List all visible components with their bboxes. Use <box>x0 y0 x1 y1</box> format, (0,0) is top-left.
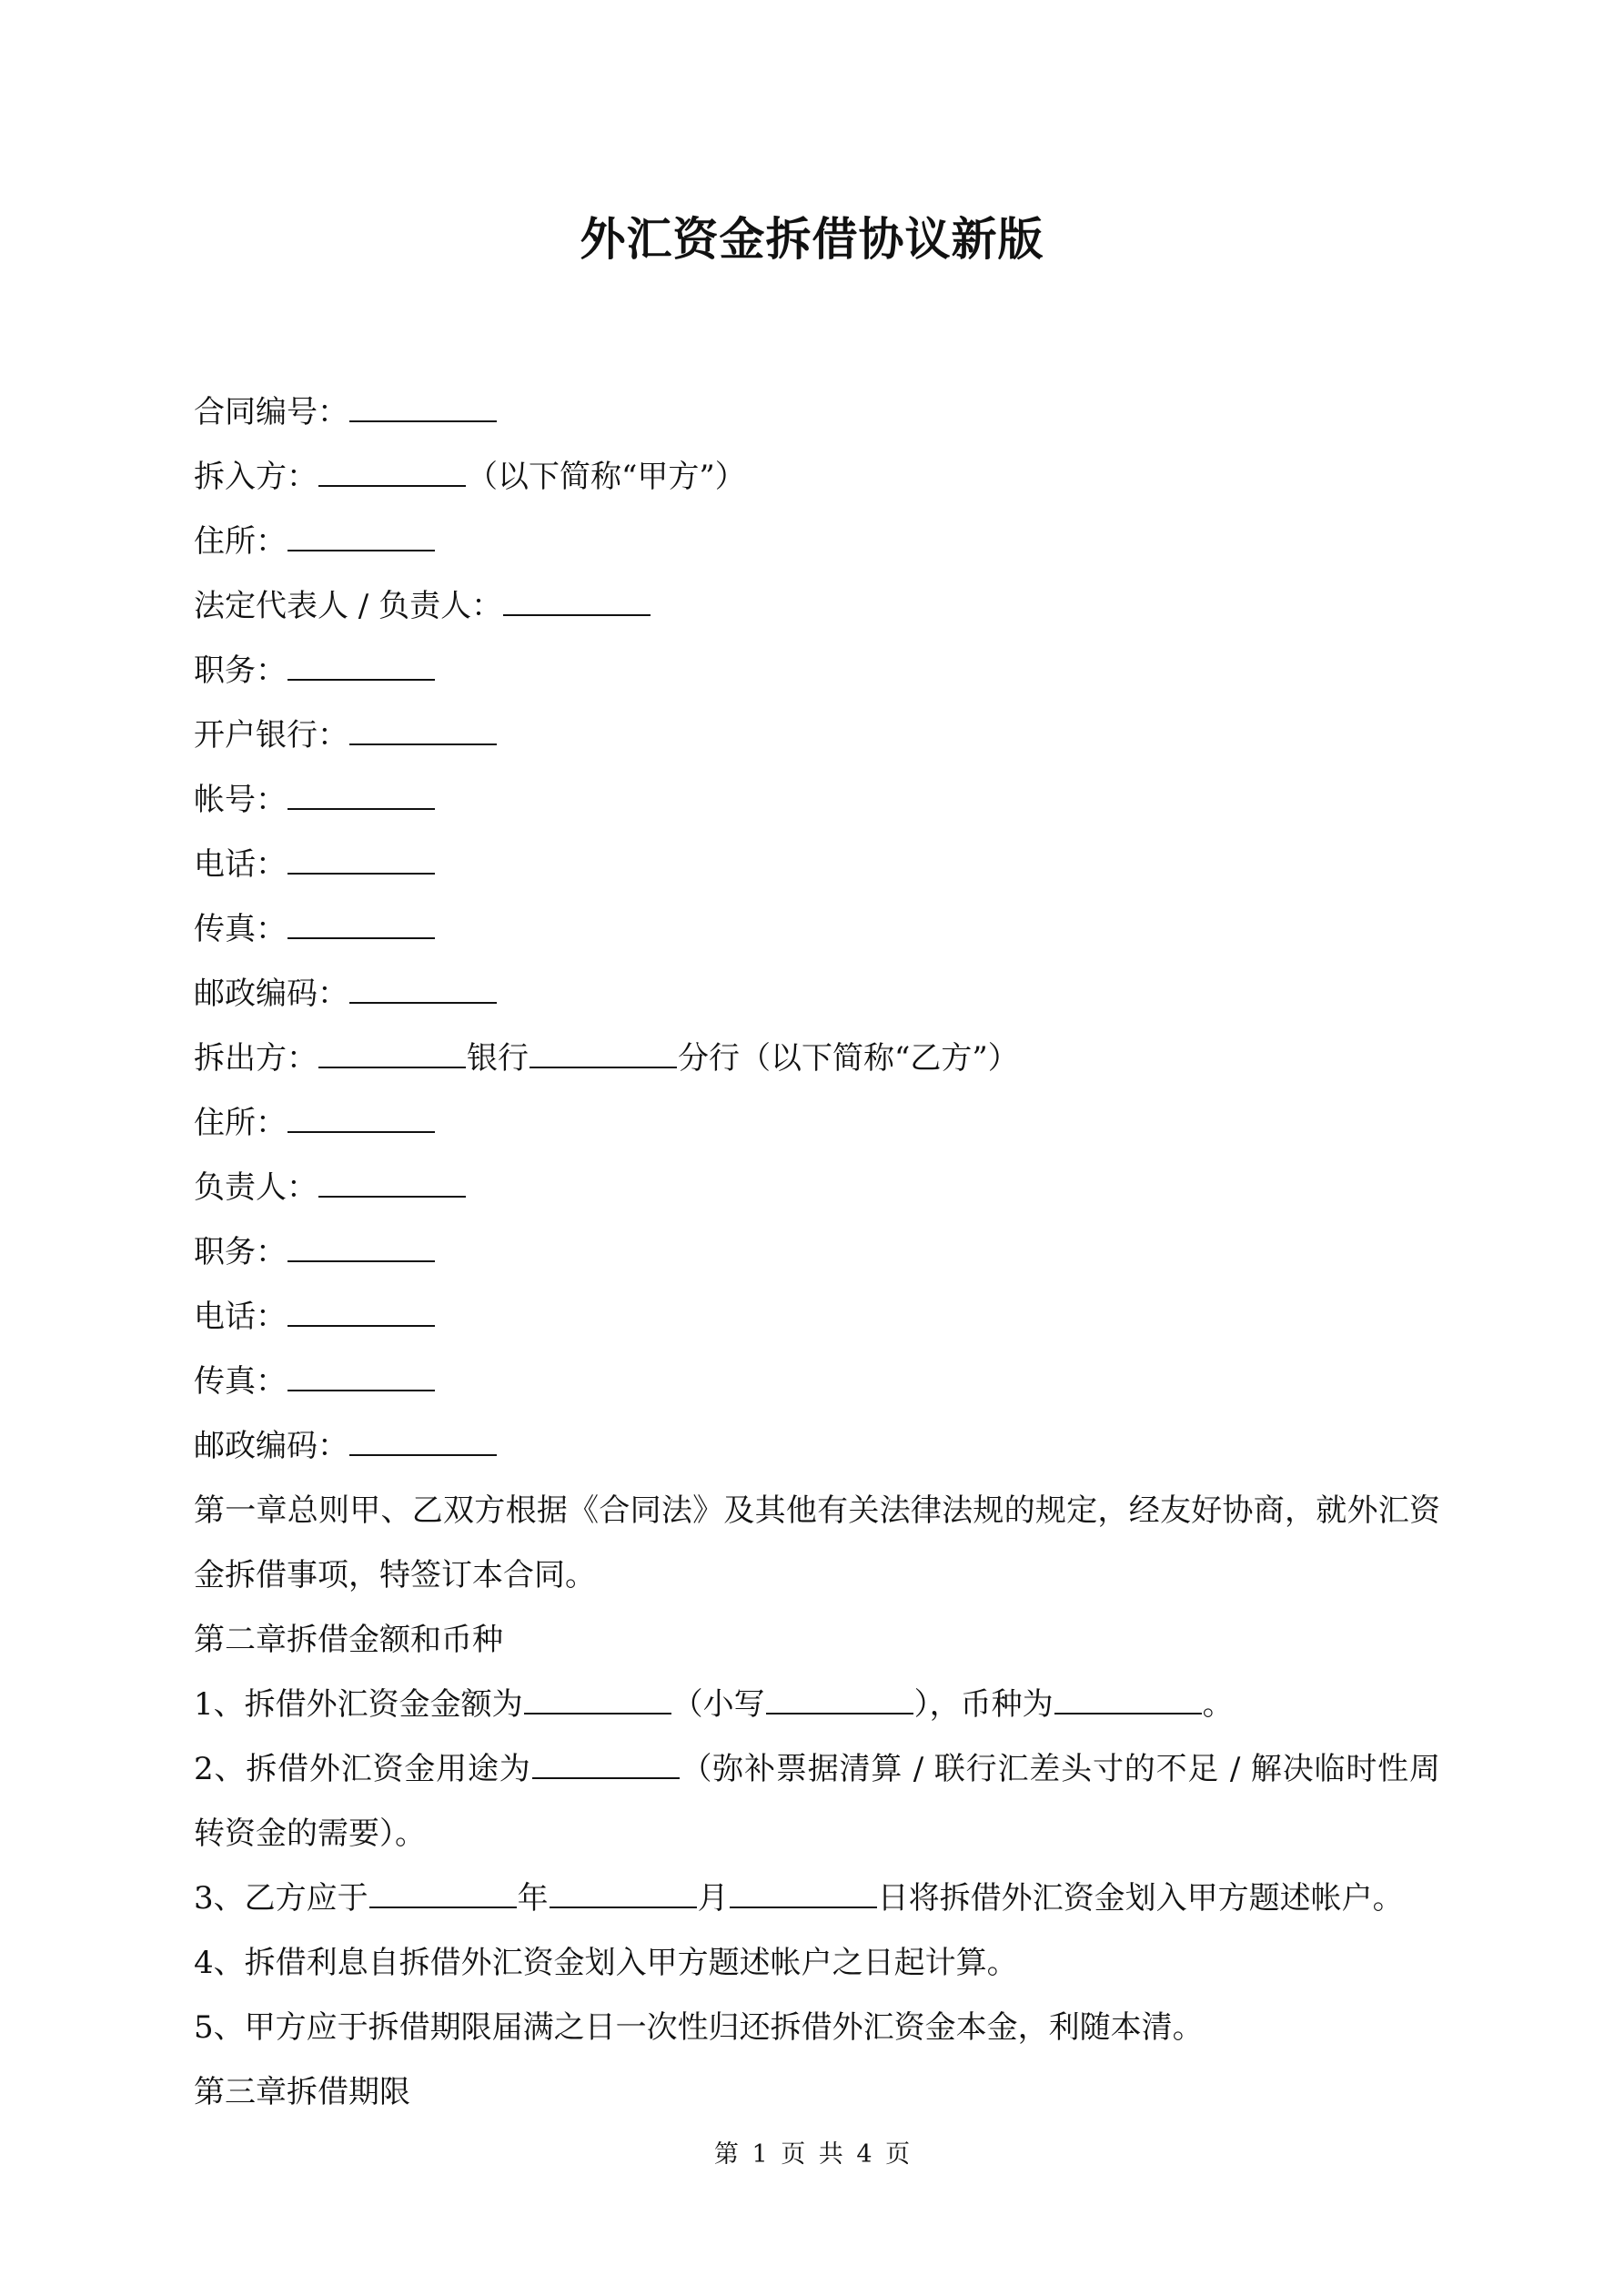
document-title: 外汇资金拆借协议新版 <box>580 212 1044 266</box>
document-body <box>194 380 1440 2125</box>
party-a-fax-line <box>194 897 1440 962</box>
account-blank <box>287 784 435 810</box>
clause-1-amount-blank <box>524 1689 671 1714</box>
party-a-postcode-line <box>194 962 1440 1027</box>
party-b-principal-blank <box>318 1172 466 1198</box>
clause-1-text-b: （小写 <box>671 1686 765 1723</box>
party-b-position-line <box>194 1220 1440 1285</box>
party-b-address-line <box>194 1091 1440 1156</box>
clause-1-figure-blank <box>766 1689 913 1714</box>
party-a-phone-line <box>194 833 1440 897</box>
clause-4: 4、拆借利息自拆借外汇资金划入甲方题述帐户之日起计算。 <box>194 1945 1018 1981</box>
opening-bank-blank <box>349 720 497 745</box>
contract-number-line <box>194 380 1440 445</box>
party-a-fax-blank <box>287 914 435 939</box>
clause-1-currency-blank <box>1054 1689 1202 1714</box>
party-a-phone-blank <box>287 849 435 875</box>
clause-3-text-c: 月 <box>697 1880 729 1917</box>
clause-2 <box>194 1737 1440 1866</box>
party-b-postcode-label: 邮政编码： <box>194 1428 348 1464</box>
party-b-phone-label: 电话： <box>194 1299 287 1335</box>
clause-1-text-a: 1、拆借外汇资金金额为 <box>194 1686 523 1723</box>
account-label: 帐号： <box>194 782 287 818</box>
party-a-address-line <box>194 510 1440 574</box>
party-b-address-label: 住所： <box>194 1105 287 1141</box>
clause-1 <box>194 1673 1440 1737</box>
clause-3 <box>194 1866 1440 1931</box>
lender-branch-suffix: 分行（以下简称“乙方”） <box>678 1040 1019 1077</box>
party-b-position-label: 职务： <box>194 1234 287 1270</box>
clause-3-month-blank <box>550 1883 697 1908</box>
party-b-position-blank <box>287 1237 435 1262</box>
party-a-position-blank <box>287 655 435 681</box>
clause-3-text-a: 3、乙方应于 <box>194 1880 368 1917</box>
lender-bank-word: 银行 <box>467 1040 529 1077</box>
party-a-postcode-blank <box>349 978 497 1004</box>
party-b-phone-line <box>194 1285 1440 1350</box>
lender-bank-blank <box>318 1043 466 1068</box>
clause-2-purpose-blank <box>532 1754 680 1779</box>
party-a-address-blank <box>287 526 435 551</box>
clause-5: 5、甲方应于拆借期限届满之日一次性归还拆借外汇资金本金，利随本清。 <box>194 2009 1204 2046</box>
party-a-address-label: 住所： <box>194 523 287 560</box>
party-a-phone-label: 电话： <box>194 846 287 883</box>
lender-branch-blank <box>530 1043 677 1068</box>
clause-1-text-d: 。 <box>1202 1686 1234 1723</box>
clause-2-text-a: 2、拆借外汇资金用途为 <box>194 1751 531 1787</box>
clause-3-year-blank <box>369 1883 517 1908</box>
lender-line <box>194 1027 1440 1091</box>
chapter-1-paragraph: 第一章总则甲、乙双方根据《合同法》及其他有关法律法规的规定，经友好协商，就外汇资金拆借事项，特签订本合同。 <box>194 1492 1440 1593</box>
clause-3-text-b: 年 <box>517 1880 549 1917</box>
party-b-principal-label: 负责人： <box>194 1169 318 1206</box>
party-a-fax-label: 传真： <box>194 911 287 947</box>
borrower-suffix: （以下简称“甲方”） <box>467 459 746 495</box>
contract-number-label: 合同编号： <box>194 394 348 430</box>
party-b-fax-line <box>194 1350 1440 1414</box>
contract-number-blank <box>349 397 497 422</box>
opening-bank-line <box>194 703 1440 768</box>
party-b-phone-blank <box>287 1301 435 1327</box>
party-b-fax-label: 传真： <box>194 1363 287 1400</box>
lender-label: 拆出方： <box>194 1040 318 1077</box>
clause-2-text-b: （弥补票据清算 / 联行汇差头寸的不足 / 解决临时性周转资金的需要）。 <box>194 1751 1440 1852</box>
borrower-blank <box>318 461 466 487</box>
legal-rep-blank <box>503 591 651 616</box>
legal-rep-label: 法定代表人 / 负责人： <box>194 588 503 624</box>
opening-bank-label: 开户银行： <box>194 717 348 754</box>
party-b-postcode-blank <box>349 1431 497 1456</box>
party-b-postcode-line <box>194 1414 1440 1479</box>
party-b-principal-line <box>194 1156 1440 1220</box>
chapter-2-title: 第二章拆借金额和币种 <box>194 1622 503 1658</box>
party-b-address-blank <box>287 1108 435 1133</box>
borrower-line <box>194 445 1440 510</box>
account-line <box>194 768 1440 833</box>
party-a-position-label: 职务： <box>194 652 287 689</box>
party-a-postcode-label: 邮政编码： <box>194 976 348 1012</box>
clause-3-day-blank <box>730 1883 877 1908</box>
clause-1-text-c: ），币种为 <box>913 1686 1054 1723</box>
clause-3-text-d: 日将拆借外汇资金划入甲方题述帐户。 <box>877 1880 1404 1917</box>
borrower-label: 拆入方： <box>194 459 318 495</box>
page-footer: 第 1 页 共 4 页 <box>713 2140 911 2169</box>
party-b-fax-blank <box>287 1366 435 1391</box>
chapter-3-title: 第三章拆借期限 <box>194 2074 410 2110</box>
party-a-position-line <box>194 639 1440 703</box>
legal-rep-line <box>194 574 1440 639</box>
